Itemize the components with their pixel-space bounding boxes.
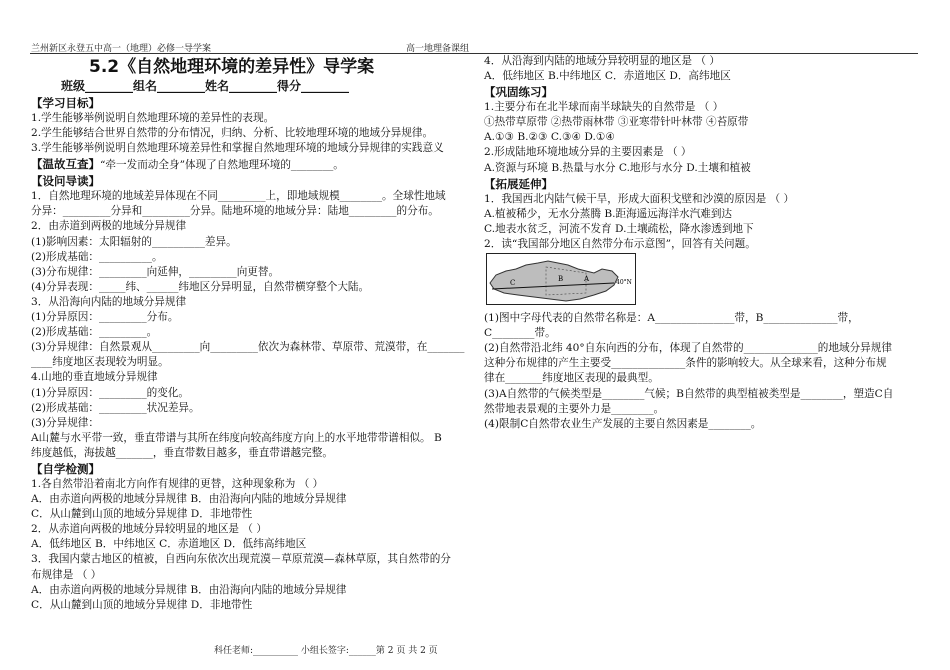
text-line: 3.学生能够举例说明自然地理环境差异性和掌握自然地理环境的地域分异规律的实践意义	[31, 142, 444, 155]
text-line: (1)图中字母代表的自然带名称是：A_______________带，B______________带，	[484, 312, 859, 325]
text-line: 3．我国内蒙古地区的植被，自西向东依次出现荒漠－草原荒漠—森林草原，其自然带的分	[31, 553, 451, 566]
text-line: C________带。	[484, 327, 556, 340]
text-line: 1．我国西北内陆气候干旱，形成大面积戈壁和沙漠的原因是 （ ）	[484, 192, 795, 205]
text-line: 律在_______纬度地区表现的最典型。	[484, 372, 659, 385]
text-line: 2．由赤道到两极的地域分异规律	[31, 220, 187, 233]
text-line: 2.形成陆地环境地域分异的主要因素是 （ ）	[484, 146, 692, 159]
text-line: ____纬度地区表现较为明显。	[31, 356, 169, 369]
right-column-top	[484, 54, 924, 252]
section-heading-label: 【学习目标】	[31, 96, 100, 110]
right-column	[484, 54, 924, 432]
text-line: ①热带草原带 ②热带雨林带 ③亚寒带针叶林带 ④苔原带	[484, 116, 749, 129]
text-line: A．低纬地区 B.中纬地区 C．赤道地区 D．高纬地区	[484, 70, 731, 83]
text-line: 2．从赤道向两极的地域分异较明显的地区是 （ ）	[31, 523, 267, 536]
text-line: 2．读“我国部分地区自然带分布示意图”，回答有关问题。	[484, 237, 756, 250]
text-line: (3)分异规律：自然景观从_________向_________依次为森林带、草原带、荒漠带，在_______	[31, 341, 465, 354]
text-line: A山麓与水平带一致，垂直带谱与其所在纬度向较高纬度方向上的水平地带带谱相似。 B	[31, 431, 442, 444]
section-heading-label: 【设问导读】	[31, 174, 100, 189]
text-line: 这种分布规律的产生主要受______________条件的影响较大。从全球来看，这种分布规	[484, 357, 887, 370]
section-heading	[31, 95, 476, 111]
text-line: (4)分异表现：_____纬、______纬地区分异明显，自然带横穿整个大陆。	[31, 280, 370, 293]
text-line: (1)影响因素：太阳辐射的__________差异。	[31, 235, 237, 248]
map-label-b: B	[558, 275, 564, 284]
text-line: 然带地表景观的主要外力是________。	[484, 402, 665, 415]
map-label-a: A	[584, 275, 590, 284]
text-line: (1)分异原因：_________的变化。	[31, 386, 190, 399]
section-heading	[484, 84, 924, 100]
text-line: 1.主要分布在北半球而南半球缺失的自然带是 （ ）	[484, 101, 724, 114]
section-heading-label: 【拓展延伸】	[484, 176, 553, 191]
text-line: 布规律是 （ ）	[31, 568, 102, 581]
text-line: (1)分异原因：_________分布。	[31, 311, 179, 324]
text-line: (2)自然带沿北纬 40°自东向西的分布，体现了自然带的______________的地域分异规律	[484, 342, 892, 355]
text-line: (2)形成基础：__________。	[31, 250, 163, 263]
text-line: (2)形成基础：_________。	[31, 326, 158, 339]
text-line: (3)A自然带的气候类型是________气候；B自然带的典型植被类型是________，塑造C自	[484, 387, 894, 400]
text-line: (2)形成基础：_________状况差异。	[31, 401, 200, 414]
text-line: 2.学生能够结合世界自然带的分布情况，归纳、分析、比较地理环境的地域分异规律。	[31, 127, 434, 140]
latitude-label: 40°N	[616, 279, 632, 287]
right-column-bottom	[484, 311, 924, 432]
section-heading	[31, 156, 476, 173]
text-line: C．从山麓到山顶的地域分异规律 D．非地带性	[31, 598, 253, 611]
student-info-line: 班级________组名________姓名________得分________	[61, 79, 350, 93]
section-heading-label: 【温故互查】	[31, 157, 100, 172]
page-footer: 科任老师:__________ 小组长签字:______第 2 页 共 2 页	[214, 646, 438, 656]
header-left: 兰州新区永登五中高一（地理）必修一导学案	[31, 44, 212, 54]
text-line: A．低纬地区 B．中纬地区 C．赤道地区 D．低纬高纬地区	[31, 538, 307, 551]
section-heading-text: “牵一发而动全身”体现了自然地理环境的________。	[100, 159, 344, 172]
text-line: A.①③ B.②③ C.③④ D.①④	[484, 131, 615, 144]
section-heading	[484, 176, 924, 192]
page-title: 5.2《自然地理环境的差异性》导学案	[89, 57, 375, 77]
text-line: 4．从沿海到内陆的地域分异较明显的地区是 （ ）	[484, 55, 720, 67]
text-line: 1．自然地理环境的地域差异体现在不同_________上，即地域规模________。全球性地域	[31, 190, 446, 203]
left-column	[31, 54, 476, 613]
text-line: 分异：_________分异和_________分异。陆地环境的地域分异：陆地_________的分布。	[31, 205, 439, 218]
text-line: A.资源与环境 B.热量与水分 C.地形与水分 D.土壤和植被	[484, 161, 751, 174]
text-line: A．由赤道向两极的地域分异规律 B．由沿海向内陆的地域分异规律	[31, 493, 347, 506]
text-line: (4)限制C自然带农业生产发展的主要自然因素是________。	[484, 417, 762, 430]
text-line: 纬度越低，海拔越_______，垂直带数目越多，垂直带谱越完整。	[31, 446, 333, 459]
map-label-c: C	[510, 279, 516, 288]
section-heading-label: 【自学检测】	[31, 461, 100, 476]
text-line: C．从山麓到山顶的地域分异规律 D．非地带性	[31, 508, 253, 521]
text-line: 3．从沿海向内陆的地域分异规律	[31, 295, 187, 308]
text-line: 1.各自然带沿着南北方向作有规律的更替，这种现象称为 （ ）	[31, 477, 324, 490]
text-line: 4.山地的垂直地域分异规律	[31, 371, 158, 384]
section-heading	[31, 461, 476, 477]
section-heading	[31, 173, 476, 189]
left-column-body	[31, 95, 476, 613]
section-heading-label: 【巩固练习】	[484, 85, 553, 100]
natural-zone-map	[486, 253, 636, 305]
text-line: (3)分布规律：_________向延伸，_________向更替。	[31, 265, 280, 278]
text-line: C.地表水贫乏，河流不发育 D.土壤疏松，降水渗透到地下	[484, 222, 754, 235]
text-line: (3)分异规律：	[31, 416, 99, 429]
header-right: 高一地理备课组	[406, 44, 470, 54]
text-line: A.植被稀少，无水分蒸腾 B.距海遥远海洋水汽难到达	[484, 207, 733, 220]
text-line: A．由赤道向两极的地域分异规律 B．由沿海向内陆的地域分异规律	[31, 583, 347, 596]
text-line: 1.学生能够举例说明自然地理环境的差异性的表现。	[31, 112, 275, 124]
